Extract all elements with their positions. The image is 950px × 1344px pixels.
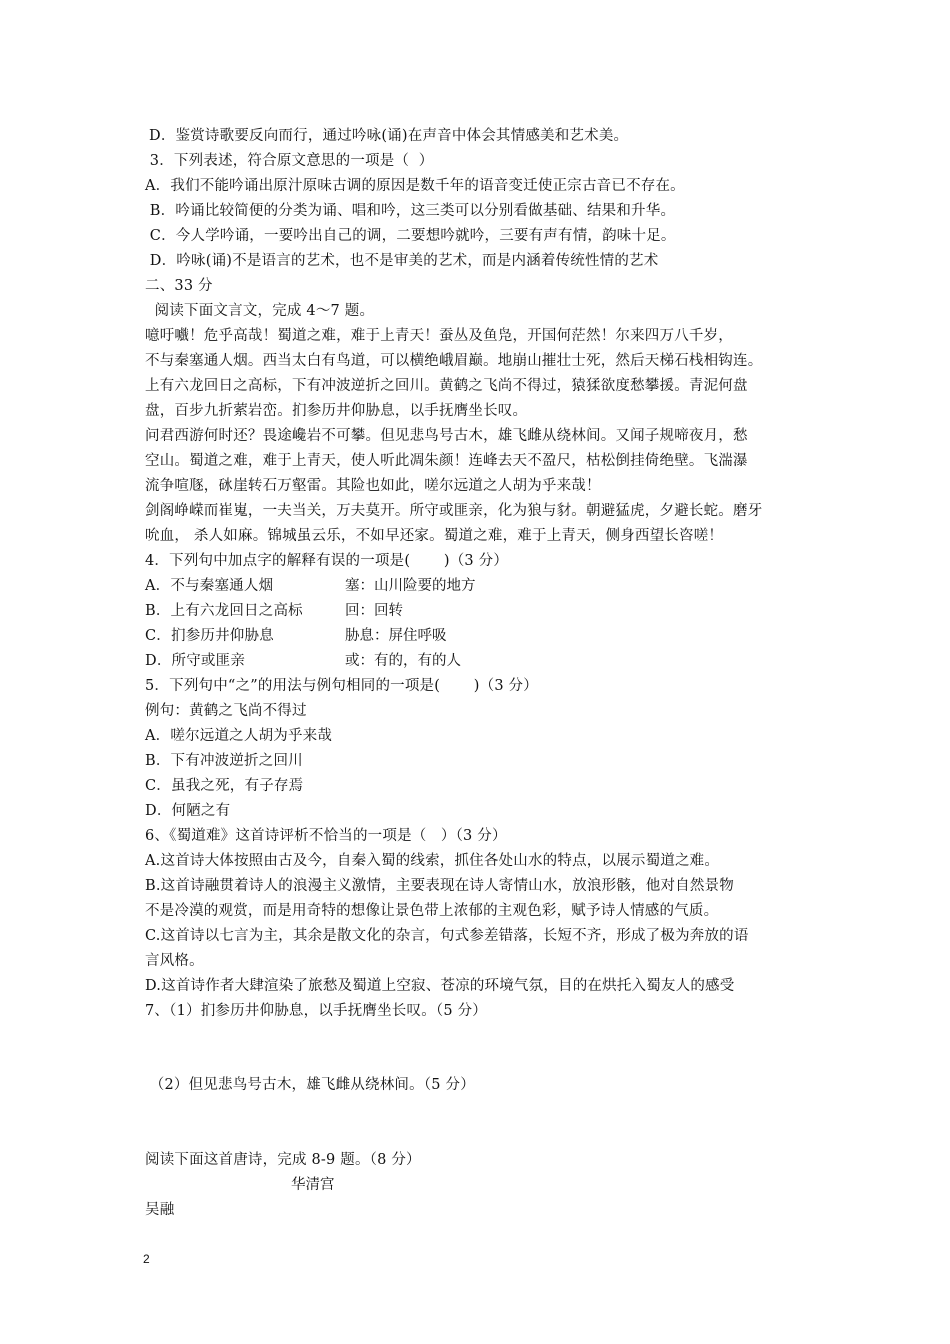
text-line: C．虽我之死，有子存焉	[145, 778, 304, 794]
text-line: 吮血， 杀人如麻。锦城虽云乐，不如早还家。蜀道之难，难于上青天，侧身西望长咨嗟！	[145, 528, 724, 544]
text-line: C.这首诗以七言为主，其余是散文化的杂言，句式参差错落，长短不齐，形成了极为奔放的语	[145, 928, 749, 944]
text-line: 7、（1）扪参历井仰胁息，以手抚膺坐长叹。（5 分）	[145, 1003, 487, 1019]
text-line: D．鉴赏诗歌要反向而行，通过吟咏(诵)在声音中体会其情感美和艺术美。	[149, 128, 629, 144]
text-line: A．嗟尔远道之人胡为乎来哉	[145, 728, 333, 744]
text-line: 流争喧豗，砯崖转石万壑雷。其险也如此，嗟尔远道之人胡为乎来哉！	[145, 478, 601, 494]
text-line: A．我们不能吟诵出原汁原味古调的原因是数千年的语音变迁使正宗古音已不存在。	[145, 178, 685, 194]
text-line: 剑阁峥嵘而崔嵬，一夫当关，万夫莫开。所守或匪亲，化为狼与豺。朝避猛虎，夕避长蛇。磨牙	[145, 503, 763, 519]
q4-option-explanation: 回：回转	[345, 603, 403, 619]
text-line: 噫吁嚱！危乎高哉！蜀道之难，难于上青天！蚕丛及鱼凫，开国何茫然！尔来四万八千岁，	[145, 328, 733, 344]
text-line: D．吟咏(诵)不是语言的艺术，也不是审美的艺术，而是内涵着传统性情的艺术	[145, 253, 659, 269]
text-line: B．下有冲波逆折之回川	[145, 753, 303, 769]
q4-option-sentence: B．上有六龙回日之高标	[145, 603, 303, 619]
text-line: 盘，百步九折萦岩峦。扪参历井仰胁息，以手抚膺坐长叹。	[145, 403, 528, 419]
text-line: 二、33 分	[145, 278, 213, 294]
text-line: 例句：黄鹤之飞尚不得过	[145, 703, 307, 719]
q4-option-sentence: C．扪参历井仰胁息	[145, 628, 274, 644]
q4-option-explanation: 或：有的，有的人	[345, 653, 461, 669]
q4-option-explanation: 塞：山川险要的地方	[345, 578, 476, 594]
text-line: 阅读下面这首唐诗，完成 8-9 题。（8 分）	[145, 1152, 421, 1168]
q4-option-sentence: D．所守或匪亲	[145, 653, 246, 669]
text-line: C．今人学吟诵，一要吟出自己的调，二要想吟就吟，三要有声有情，韵味十足。	[145, 228, 676, 244]
text-line: B．吟诵比较简便的分类为诵、唱和吟，这三类可以分别看做基础、结果和升华。	[145, 203, 676, 219]
text-line: A.这首诗大体按照由古及今，自秦入蜀的线索，抓住各处山水的特点，以展示蜀道之难。	[145, 853, 720, 869]
poem-title: 华清宫	[291, 1177, 335, 1193]
text-line: 上有六龙回日之高标，下有冲波逆折之回川。黄鹤之飞尚不得过，猿猱欲度愁攀援。青泥何盘	[145, 378, 748, 394]
text-line: 不是冷漠的观赏，而是用奇特的想像让景色带上浓郁的主观色彩，赋予诗人情感的气质。	[145, 903, 719, 919]
q4-option-explanation: 胁息：屏住呼吸	[345, 628, 447, 644]
text-line: 吴融	[145, 1202, 175, 1218]
text-line: 3．下列表述，符合原文意思的一项是（ ）	[145, 153, 434, 169]
text-line: 问君西游何时还？畏途巉岩不可攀。但见悲鸟号古木，雄飞雌从绕林间。又闻子规啼夜月，愁	[145, 428, 748, 444]
text-line: D.这首诗作者大肆渲染了旅愁及蜀道上空寂、苍凉的环境气氛，目的在烘托入蜀友人的感受	[145, 978, 735, 994]
text-line: （2）但见悲鸟号古木，雄飞雌从绕林间。（5 分）	[145, 1077, 475, 1093]
text-line: 言风格。	[145, 953, 204, 969]
text-line: 阅读下面文言文，完成 4～7 题。	[145, 303, 375, 319]
text-line: 4．下列句中加点字的解释有误的一项是( )（3 分）	[145, 553, 509, 569]
page-number: 2	[143, 1252, 150, 1266]
text-line: 不与秦塞通人烟。西当太白有鸟道，可以横绝峨眉巅。地崩山摧壮士死，然后天梯石栈相钩连。	[145, 353, 763, 369]
text-line: 5．下列句中“之”的用法与例句相同的一项是( )（3 分）	[145, 678, 538, 694]
text-line: 6、《蜀道难》这首诗评析不恰当的一项是（ ）（3 分）	[145, 828, 507, 844]
text-line: 空山。蜀道之难，难于上青天，使人听此凋朱颜！连峰去天不盈尺，枯松倒挂倚绝壁。飞湍瀑	[145, 453, 748, 469]
q4-option-sentence: A．不与秦塞通人烟	[145, 578, 274, 594]
text-line: D．何陋之有	[145, 803, 231, 819]
text-line: B.这首诗融贯着诗人的浪漫主义激情，主要表现在诗人寄情山水，放浪形骸，他对自然景物	[145, 878, 734, 894]
